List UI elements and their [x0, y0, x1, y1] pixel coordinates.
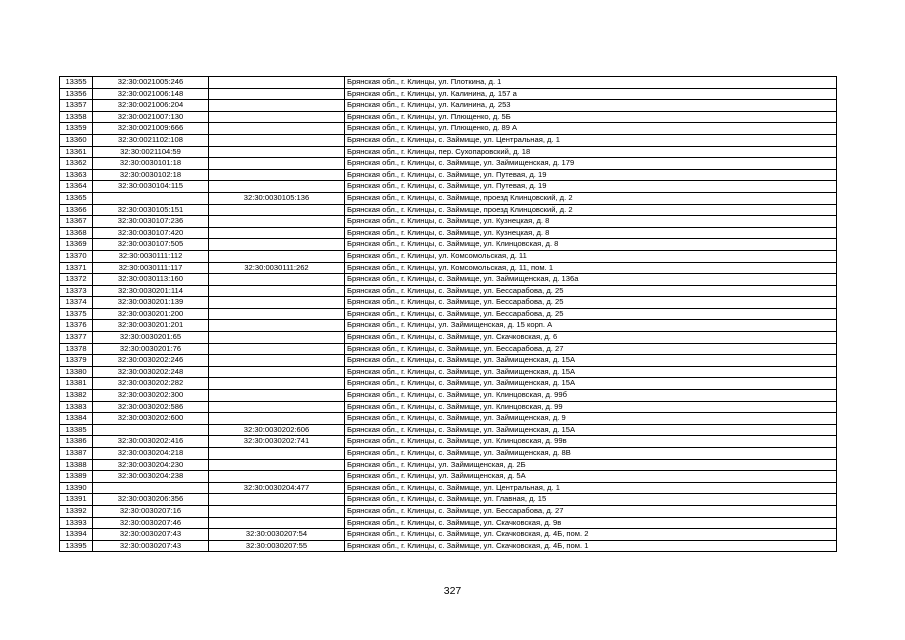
cadastral-number-cell: 32:30:0021009:666 [93, 123, 209, 135]
address-cell: Брянская обл., г. Клинцы, с. Займище, ул. Бессарабова, д. 27 [345, 505, 837, 517]
row-number-cell: 13387 [60, 448, 93, 460]
parent-cadastral-number-cell [209, 297, 345, 309]
cadastral-number-cell: 32:30:0021006:148 [93, 88, 209, 100]
parent-cadastral-number-cell [209, 517, 345, 529]
row-number-cell: 13358 [60, 111, 93, 123]
address-cell: Брянская обл., г. Клинцы, с. Займище, ул. Бессарабова, д. 25 [345, 285, 837, 297]
cadastral-number-cell: 32:30:0030201:65 [93, 332, 209, 344]
address-cell: Брянская обл., г. Клинцы, с. Займище, ул. Займищенская, д. 15А [345, 366, 837, 378]
address-cell: Брянская обл., г. Клинцы, с. Займище, проезд Клинцовский, д. 2 [345, 192, 837, 204]
row-number-cell: 13394 [60, 529, 93, 541]
parent-cadastral-number-cell [209, 355, 345, 367]
cadastral-number-cell: 32:30:0021102:108 [93, 134, 209, 146]
cadastral-number-cell: 32:30:0030107:505 [93, 239, 209, 251]
table-row [60, 262, 837, 274]
table-row [60, 540, 837, 552]
table-row [60, 320, 837, 332]
address-cell: Брянская обл., г. Клинцы, ул. Займищенская, д. 5А [345, 471, 837, 483]
address-cell: Брянская обл., г. Клинцы, с. Займище, ул. Займищенская, д. 15А [345, 355, 837, 367]
parent-cadastral-number-cell [209, 250, 345, 262]
table-row [60, 459, 837, 471]
row-number-cell: 13363 [60, 169, 93, 181]
address-cell: Брянская обл., г. Клинцы, с. Займище, ул. Главная, д. 15 [345, 494, 837, 506]
parent-cadastral-number-cell [209, 378, 345, 390]
cadastral-number-cell: 32:30:0030202:300 [93, 390, 209, 402]
parent-cadastral-number-cell [209, 343, 345, 355]
parent-cadastral-number-cell [209, 332, 345, 344]
address-cell: Брянская обл., г. Клинцы, с. Займище, ул. Клинцовская, д. 99 [345, 401, 837, 413]
table-row [60, 424, 837, 436]
address-cell: Брянская обл., г. Клинцы, с. Займище, ул. Скачковская, д. 9в [345, 517, 837, 529]
row-number-cell: 13379 [60, 355, 93, 367]
address-cell: Брянская обл., г. Клинцы, с. Займище, проезд Клинцовский, д. 2 [345, 204, 837, 216]
parent-cadastral-number-cell [209, 448, 345, 460]
address-cell: Брянская обл., г. Клинцы, пер. Сухопаровский, д. 18 [345, 146, 837, 158]
address-cell: Брянская обл., г. Клинцы, с. Займище, ул. Центральная, д. 1 [345, 134, 837, 146]
address-cell: Брянская обл., г. Клинцы, ул. Займищенская, д. 15 корп. А [345, 320, 837, 332]
row-number-cell: 13375 [60, 308, 93, 320]
parent-cadastral-number-cell [209, 123, 345, 135]
table-row [60, 343, 837, 355]
address-cell: Брянская обл., г. Клинцы, с. Займище, ул. Бессарабова, д. 25 [345, 297, 837, 309]
address-cell: Брянская обл., г. Клинцы, ул. Плющенко, д. 89 А [345, 123, 837, 135]
address-cell: Брянская обл., г. Клинцы, ул. Калинина, д. 253 [345, 100, 837, 112]
cadastral-number-cell: 32:30:0030101:18 [93, 158, 209, 170]
address-cell: Брянская обл., г. Клинцы, с. Займище, ул. Скачковская, д. 4Б, пом. 2 [345, 529, 837, 541]
table-row [60, 378, 837, 390]
address-cell: Брянская обл., г. Клинцы, с. Займище, ул. Кузнецкая, д. 8 [345, 216, 837, 228]
cadastral-number-cell [93, 482, 209, 494]
parent-cadastral-number-cell [209, 308, 345, 320]
row-number-cell: 13395 [60, 540, 93, 552]
row-number-cell: 13360 [60, 134, 93, 146]
table-row [60, 134, 837, 146]
parent-cadastral-number-cell [209, 181, 345, 193]
cadastral-number-cell: 32:30:0030202:600 [93, 413, 209, 425]
row-number-cell: 13371 [60, 262, 93, 274]
parent-cadastral-number-cell [209, 77, 345, 89]
parent-cadastral-number-cell [209, 320, 345, 332]
cadastral-number-cell: 32:30:0030201:201 [93, 320, 209, 332]
table-row [60, 401, 837, 413]
cadastral-number-cell: 32:30:0030111:117 [93, 262, 209, 274]
row-number-cell: 13359 [60, 123, 93, 135]
row-number-cell: 13393 [60, 517, 93, 529]
row-number-cell: 13389 [60, 471, 93, 483]
cadastral-number-cell: 32:30:0030202:586 [93, 401, 209, 413]
cadastral-number-cell: 32:30:0030207:46 [93, 517, 209, 529]
table-row [60, 77, 837, 89]
address-cell: Брянская обл., г. Клинцы, ул. Плющенко, д. 5Б [345, 111, 837, 123]
table-row [60, 192, 837, 204]
cadastral-number-cell: 32:30:0030207:43 [93, 529, 209, 541]
row-number-cell: 13380 [60, 366, 93, 378]
table-row [60, 482, 837, 494]
table-row [60, 517, 837, 529]
parent-cadastral-number-cell [209, 227, 345, 239]
address-cell: Брянская обл., г. Клинцы, с. Займище, ул. Займищенская, д. 15А [345, 378, 837, 390]
row-number-cell: 13381 [60, 378, 93, 390]
cadastral-number-cell: 32:30:0030202:416 [93, 436, 209, 448]
cadastral-number-cell: 32:30:0030107:236 [93, 216, 209, 228]
cadastral-number-cell: 32:30:0030204:218 [93, 448, 209, 460]
address-cell: Брянская обл., г. Клинцы, ул. Калинина, д. 157 а [345, 88, 837, 100]
address-cell: Брянская обл., г. Клинцы, с. Займище, ул. Кузнецкая, д. 8 [345, 227, 837, 239]
parent-cadastral-number-cell [209, 390, 345, 402]
table-row [60, 111, 837, 123]
table-row [60, 239, 837, 251]
page-number: 327 [443, 585, 462, 597]
table-row [60, 285, 837, 297]
cadastral-number-cell: 32:30:0030201:200 [93, 308, 209, 320]
row-number-cell: 13356 [60, 88, 93, 100]
address-cell: Брянская обл., г. Клинцы, с. Займище, ул. Займищенская, д. 8В [345, 448, 837, 460]
parent-cadastral-number-cell [209, 471, 345, 483]
address-cell: Брянская обл., г. Клинцы, с. Займище, ул. Займищенская, д. 179 [345, 158, 837, 170]
cadastral-number-cell: 32:30:0030207:43 [93, 540, 209, 552]
cadastral-number-cell: 32:30:0030113:160 [93, 274, 209, 286]
address-cell: Брянская обл., г. Клинцы, с. Займище, ул. Займищенская, д. 9 [345, 413, 837, 425]
registry-table [59, 76, 837, 552]
parent-cadastral-number-cell [209, 413, 345, 425]
table-row [60, 297, 837, 309]
table-row [60, 88, 837, 100]
parent-cadastral-number-cell: 32:30:0030202:606 [209, 424, 345, 436]
address-cell: Брянская обл., г. Клинцы, с. Займище, ул. Клинцовская, д. 8 [345, 239, 837, 251]
address-cell: Брянская обл., г. Клинцы, с. Займище, ул. Займищенская, д. 15А [345, 424, 837, 436]
row-number-cell: 13377 [60, 332, 93, 344]
address-cell: Брянская обл., г. Клинцы, с. Займище, ул. Скачковская, д. 6 [345, 332, 837, 344]
parent-cadastral-number-cell [209, 274, 345, 286]
cadastral-number-cell: 32:30:0021104:59 [93, 146, 209, 158]
table-row [60, 494, 837, 506]
row-number-cell: 13391 [60, 494, 93, 506]
table-row [60, 158, 837, 170]
address-cell: Брянская обл., г. Клинцы, с. Займище, ул. Путевая, д. 19 [345, 169, 837, 181]
parent-cadastral-number-cell [209, 134, 345, 146]
address-cell: Брянская обл., г. Клинцы, с. Займище, ул. Бессарабова, д. 27 [345, 343, 837, 355]
parent-cadastral-number-cell [209, 158, 345, 170]
row-number-cell: 13361 [60, 146, 93, 158]
row-number-cell: 13366 [60, 204, 93, 216]
parent-cadastral-number-cell [209, 239, 345, 251]
parent-cadastral-number-cell [209, 100, 345, 112]
cadastral-number-cell: 32:30:0030207:16 [93, 505, 209, 517]
address-cell: Брянская обл., г. Клинцы, с. Займище, ул. Центральная, д. 1 [345, 482, 837, 494]
parent-cadastral-number-cell [209, 111, 345, 123]
table-row [60, 471, 837, 483]
table-row [60, 529, 837, 541]
parent-cadastral-number-cell [209, 88, 345, 100]
table-row [60, 308, 837, 320]
cadastral-number-cell: 32:30:0030206:356 [93, 494, 209, 506]
parent-cadastral-number-cell [209, 285, 345, 297]
cadastral-number-cell: 32:30:0030202:246 [93, 355, 209, 367]
table-row [60, 332, 837, 344]
address-cell: Брянская обл., г. Клинцы, с. Займище, ул. Клинцовская, д. 99в [345, 436, 837, 448]
row-number-cell: 13370 [60, 250, 93, 262]
row-number-cell: 13364 [60, 181, 93, 193]
parent-cadastral-number-cell [209, 505, 345, 517]
parent-cadastral-number-cell [209, 204, 345, 216]
cadastral-number-cell: 32:30:0030204:238 [93, 471, 209, 483]
row-number-cell: 13368 [60, 227, 93, 239]
cadastral-number-cell: 32:30:0030202:282 [93, 378, 209, 390]
table-row [60, 274, 837, 286]
parent-cadastral-number-cell [209, 401, 345, 413]
row-number-cell: 13367 [60, 216, 93, 228]
row-number-cell: 13362 [60, 158, 93, 170]
row-number-cell: 13384 [60, 413, 93, 425]
parent-cadastral-number-cell [209, 459, 345, 471]
table-row [60, 505, 837, 517]
cadastral-number-cell: 32:30:0030201:139 [93, 297, 209, 309]
registry-table-body [60, 77, 837, 552]
row-number-cell: 13390 [60, 482, 93, 494]
address-cell: Брянская обл., г. Клинцы, с. Займище, ул. Бессарабова, д. 25 [345, 308, 837, 320]
cadastral-number-cell: 32:30:0021007:130 [93, 111, 209, 123]
cadastral-number-cell: 32:30:0030204:230 [93, 459, 209, 471]
cadastral-number-cell [93, 424, 209, 436]
address-cell: Брянская обл., г. Клинцы, с. Займище, ул. Займищенская, д. 136а [345, 274, 837, 286]
table-row [60, 181, 837, 193]
row-number-cell: 13365 [60, 192, 93, 204]
cadastral-number-cell: 32:30:0030102:18 [93, 169, 209, 181]
cadastral-number-cell: 32:30:0030104:115 [93, 181, 209, 193]
cadastral-number-cell [93, 192, 209, 204]
parent-cadastral-number-cell: 32:30:0030207:54 [209, 529, 345, 541]
cadastral-number-cell: 32:30:0021006:204 [93, 100, 209, 112]
cadastral-number-cell: 32:30:0030107:420 [93, 227, 209, 239]
row-number-cell: 13382 [60, 390, 93, 402]
table-row [60, 250, 837, 262]
table-row [60, 390, 837, 402]
table-row [60, 227, 837, 239]
table-row [60, 123, 837, 135]
table-row [60, 436, 837, 448]
row-number-cell: 13392 [60, 505, 93, 517]
table-row [60, 100, 837, 112]
cadastral-number-cell: 32:30:0030202:248 [93, 366, 209, 378]
row-number-cell: 13376 [60, 320, 93, 332]
row-number-cell: 13383 [60, 401, 93, 413]
table-row [60, 366, 837, 378]
row-number-cell: 13355 [60, 77, 93, 89]
row-number-cell: 13373 [60, 285, 93, 297]
parent-cadastral-number-cell [209, 494, 345, 506]
row-number-cell: 13378 [60, 343, 93, 355]
row-number-cell: 13386 [60, 436, 93, 448]
parent-cadastral-number-cell: 32:30:0030207:55 [209, 540, 345, 552]
cadastral-number-cell: 32:30:0030105:151 [93, 204, 209, 216]
cadastral-number-cell: 32:30:0030201:76 [93, 343, 209, 355]
row-number-cell: 13388 [60, 459, 93, 471]
address-cell: Брянская обл., г. Клинцы, с. Займище, ул. Клинцовская, д. 99б [345, 390, 837, 402]
table-row [60, 216, 837, 228]
cadastral-number-cell: 32:30:0030111:112 [93, 250, 209, 262]
address-cell: Брянская обл., г. Клинцы, с. Займище, ул. Путевая, д. 19 [345, 181, 837, 193]
table-row [60, 448, 837, 460]
cadastral-number-cell: 32:30:0021005:246 [93, 77, 209, 89]
parent-cadastral-number-cell: 32:30:0030204:477 [209, 482, 345, 494]
table-row [60, 355, 837, 367]
table-row [60, 204, 837, 216]
table-row [60, 146, 837, 158]
table-row [60, 169, 837, 181]
address-cell: Брянская обл., г. Клинцы, с. Займище, ул. Скачковская, д. 4Б, пом. 1 [345, 540, 837, 552]
parent-cadastral-number-cell: 32:30:0030111:262 [209, 262, 345, 274]
address-cell: Брянская обл., г. Клинцы, ул. Займищенская, д. 2Б [345, 459, 837, 471]
address-cell: Брянская обл., г. Клинцы, ул. Комсомольская, д. 11, пом. 1 [345, 262, 837, 274]
cadastral-number-cell: 32:30:0030201:114 [93, 285, 209, 297]
parent-cadastral-number-cell [209, 146, 345, 158]
row-number-cell: 13357 [60, 100, 93, 112]
parent-cadastral-number-cell [209, 216, 345, 228]
parent-cadastral-number-cell [209, 366, 345, 378]
row-number-cell: 13385 [60, 424, 93, 436]
parent-cadastral-number-cell [209, 169, 345, 181]
row-number-cell: 13369 [60, 239, 93, 251]
table-row [60, 413, 837, 425]
parent-cadastral-number-cell: 32:30:0030105:136 [209, 192, 345, 204]
row-number-cell: 13372 [60, 274, 93, 286]
address-cell: Брянская обл., г. Клинцы, ул. Плоткина, д. 1 [345, 77, 837, 89]
row-number-cell: 13374 [60, 297, 93, 309]
address-cell: Брянская обл., г. Клинцы, ул. Комсомольская, д. 11 [345, 250, 837, 262]
parent-cadastral-number-cell: 32:30:0030202:741 [209, 436, 345, 448]
